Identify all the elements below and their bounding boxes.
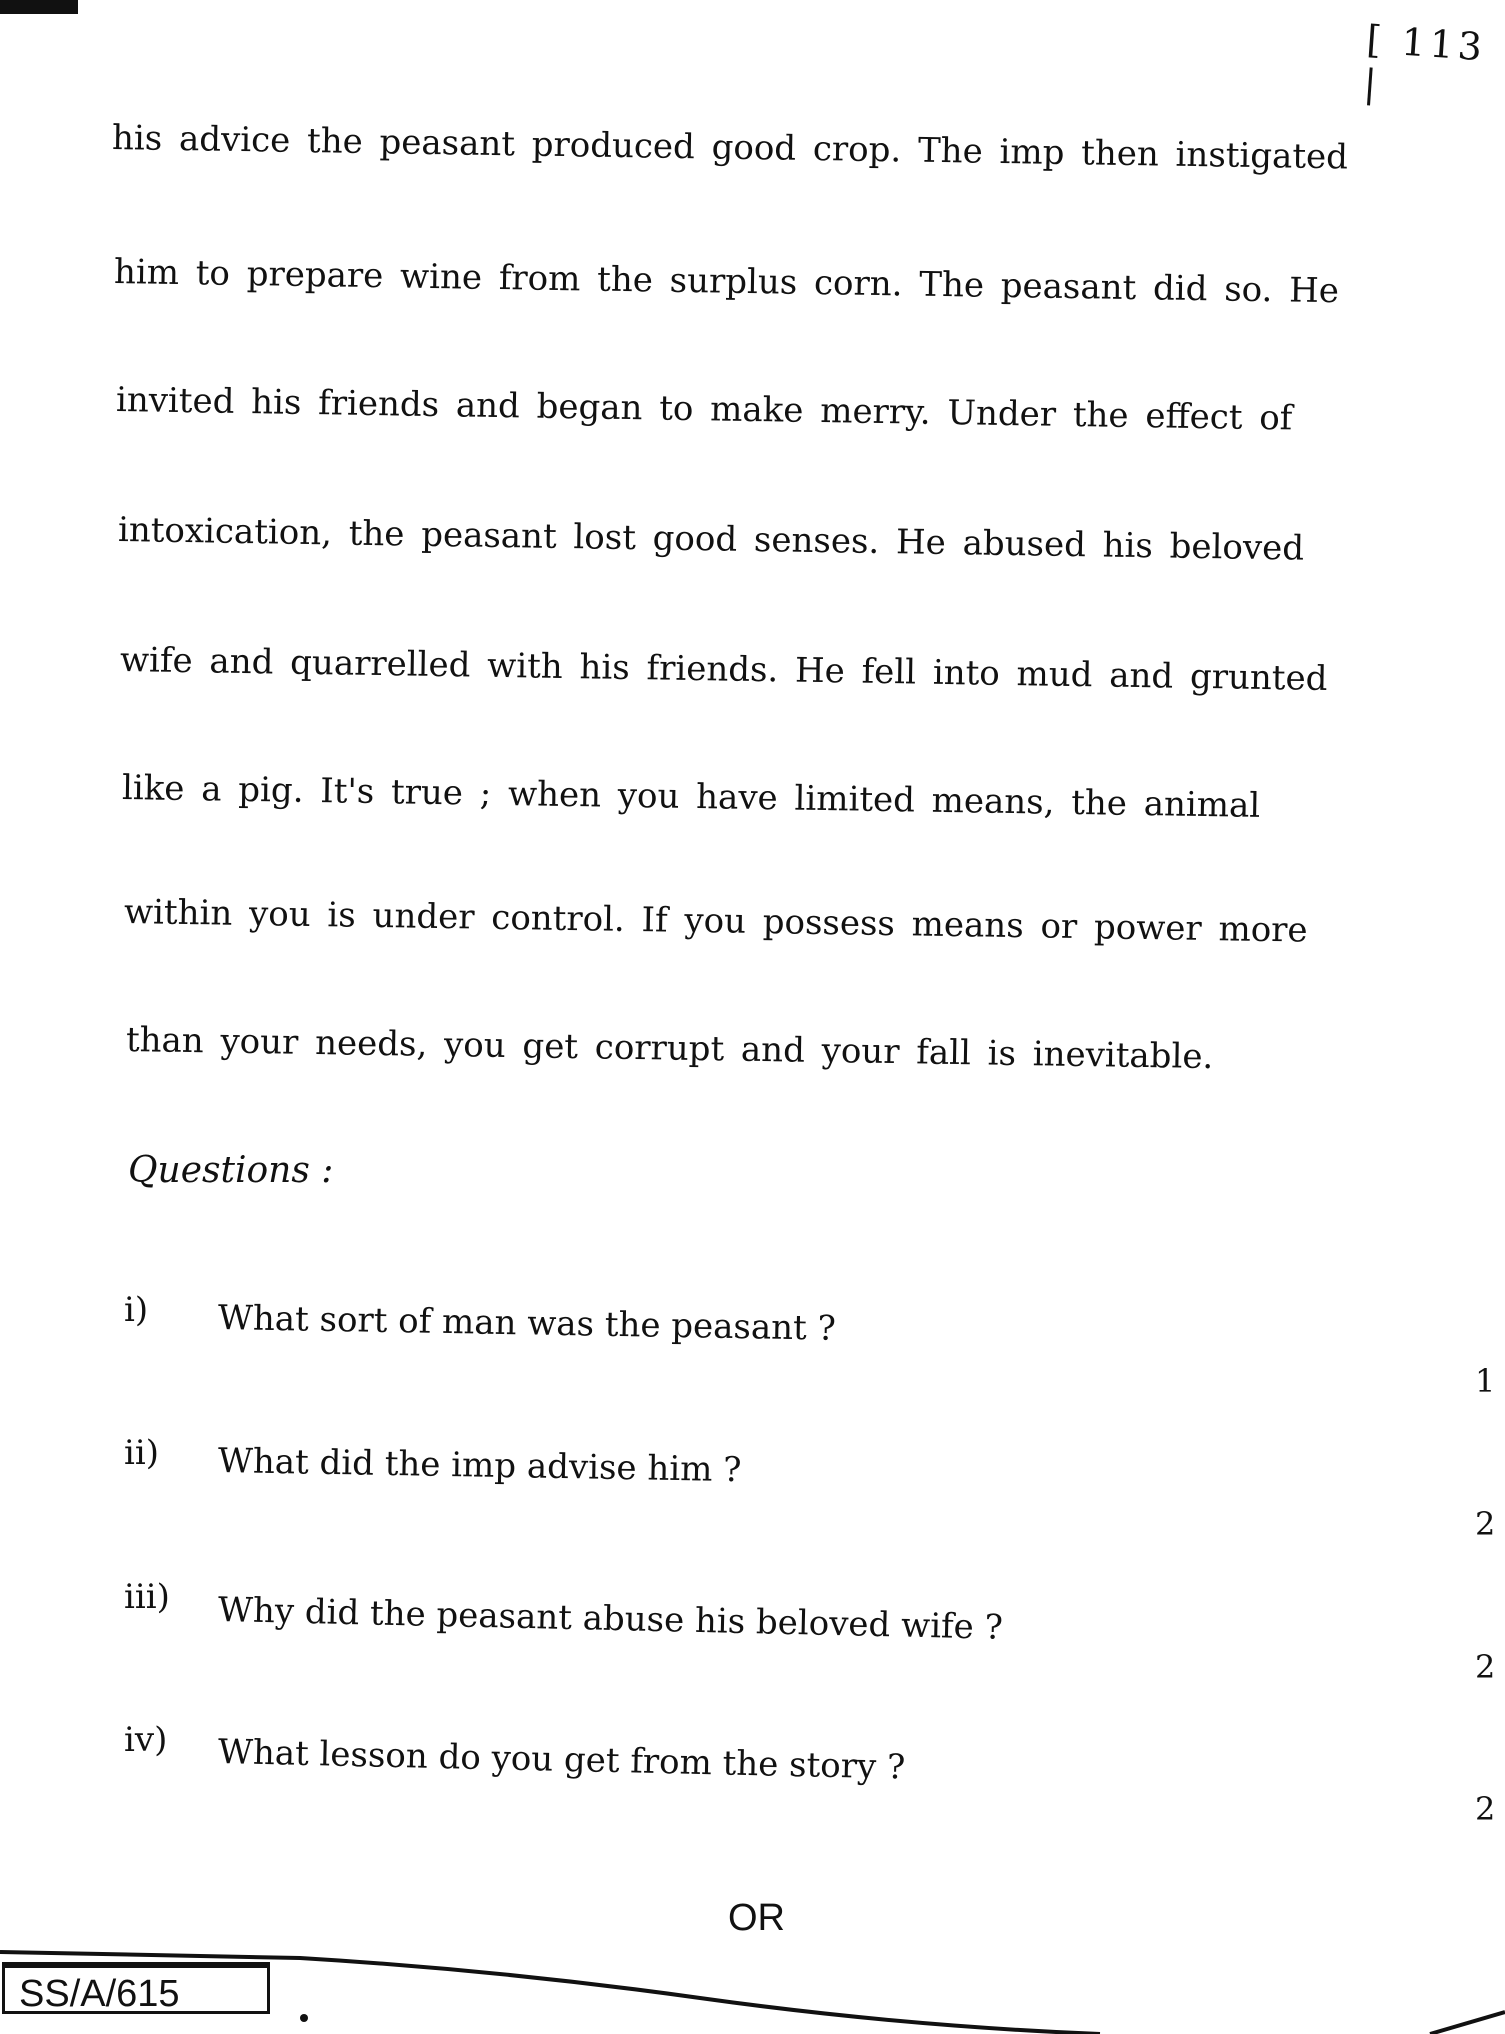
scan-corner-mark — [0, 0, 78, 14]
passage-line: wife and quarrelled with his friends. He fell into mud and grunted — [119, 640, 1328, 699]
passage-line: than your needs, you get corrupt and your fall is inevitable. — [125, 1020, 1214, 1078]
question-marks: 2 — [1475, 1790, 1496, 1828]
page-number: [ 113 | — [1362, 17, 1488, 107]
passage-line: him to prepare wine from the surplus corn. The peasant did so. He — [113, 252, 1340, 312]
passage-line: invited his friends and began to make merry. Under the effect of — [115, 380, 1293, 439]
question-number: ii) — [124, 1433, 160, 1473]
question-number: iii) — [124, 1577, 170, 1617]
paper-code-box: SS/A/615 — [2, 1962, 270, 2014]
question-marks: 2 — [1475, 1648, 1496, 1686]
question-number: i) — [124, 1290, 149, 1330]
question-text: What did the imp advise him ? — [217, 1441, 742, 1491]
passage-line: his advice the peasant produced good crop. The imp then instigated — [111, 118, 1349, 178]
passage-line: like a pig. It's true ; when you have limited means, the animal — [121, 768, 1261, 826]
question-number: iv) — [124, 1720, 168, 1760]
question-marks: 2 — [1475, 1505, 1496, 1543]
question-text: What lesson do you get from the story ? — [217, 1732, 906, 1788]
question-text: What sort of man was the peasant ? — [217, 1298, 837, 1349]
question-text: Why did the peasant abuse his beloved wife ? — [217, 1590, 1004, 1648]
questions-heading: Questions : — [128, 1150, 334, 1191]
passage-line: intoxication, the peasant lost good senses. He abused his beloved — [117, 510, 1305, 569]
passage-line: within you is under control. If you possess means or power more — [123, 892, 1308, 951]
question-marks: 1 — [1475, 1362, 1496, 1400]
or-separator: OR — [728, 1897, 785, 1939]
